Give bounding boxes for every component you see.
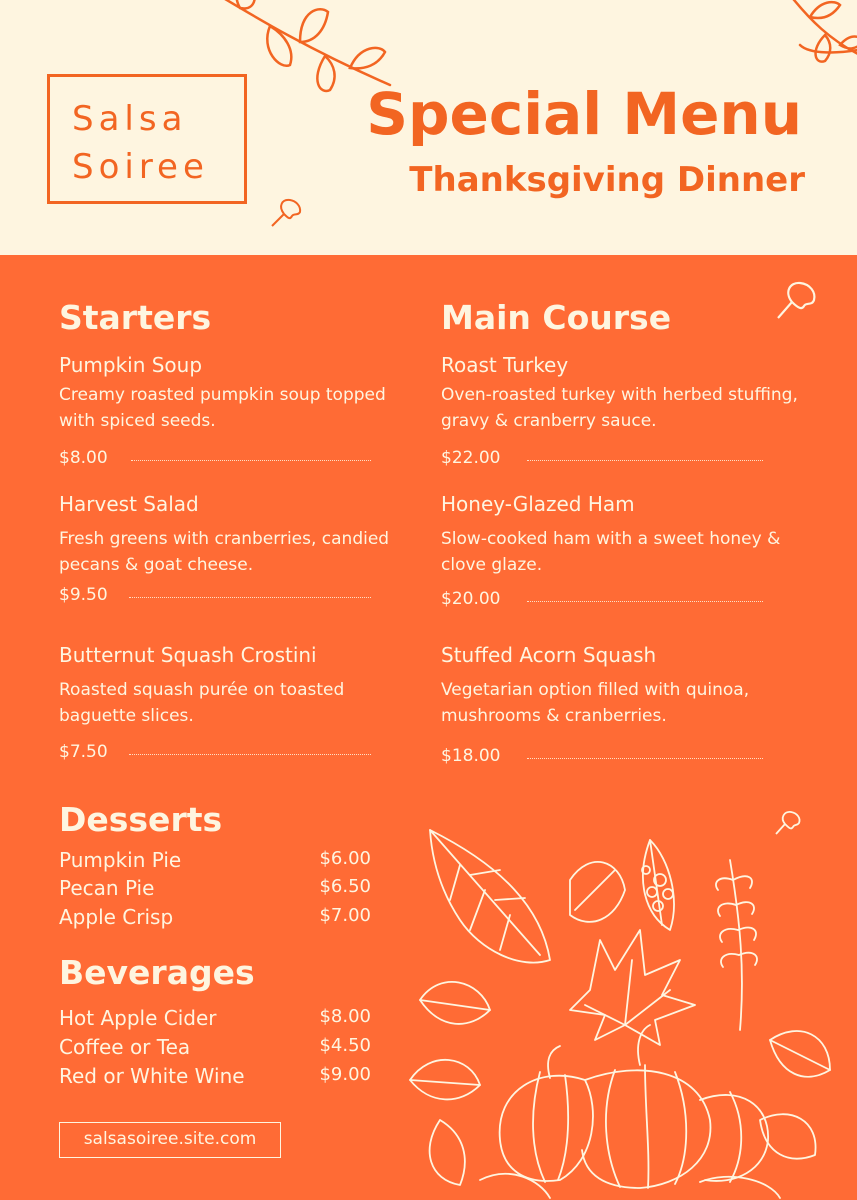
menu-item-price: $7.50 <box>59 742 108 762</box>
page-subtitle: Thanksgiving Dinner <box>409 160 805 200</box>
list-item-name: Hot Apple Cider <box>59 1006 217 1030</box>
desserts-title: Desserts <box>59 800 223 839</box>
menu-item-name: Roast Turkey <box>441 353 569 377</box>
list-item <box>59 1006 371 1032</box>
menu-item-name: Pumpkin Soup <box>59 353 203 377</box>
list-item-name: Red or White Wine <box>59 1064 245 1088</box>
list-item <box>59 1035 371 1061</box>
list-item-name: Pumpkin Pie <box>59 848 182 872</box>
list-item-price: $9.00 <box>319 1064 371 1085</box>
list-item-name: Coffee or Tea <box>59 1035 191 1059</box>
starters-title: Starters <box>59 298 212 337</box>
list-item-price: $6.50 <box>319 876 371 897</box>
menu-item-price: $8.00 <box>59 448 108 468</box>
menu-item-price: $20.00 <box>441 589 501 609</box>
menu-item-name: Stuffed Acorn Squash <box>441 643 657 667</box>
website-link[interactable]: salsasoiree.site.com <box>59 1122 281 1158</box>
menu-item-price-row <box>441 746 763 766</box>
menu-item-name: Butternut Squash Crostini <box>59 643 317 667</box>
main-course-title: Main Course <box>441 298 672 337</box>
menu-item-price-row <box>59 448 371 468</box>
menu-item-description: Slow-cooked ham with a sweet honey & clove glaze. <box>441 529 781 575</box>
dotted-leader <box>527 758 763 759</box>
menu-item-name: Honey-Glazed Ham <box>441 492 635 516</box>
page-title: Special Menu <box>366 80 802 148</box>
list-item-price: $4.50 <box>319 1035 371 1056</box>
dotted-leader <box>129 597 371 598</box>
menu-item-price-row <box>441 589 763 609</box>
brand-line-2: Soiree <box>72 147 209 187</box>
list-item-price: $7.00 <box>319 905 371 926</box>
list-item-name: Pecan Pie <box>59 876 155 900</box>
dotted-leader <box>131 460 371 461</box>
brand-line-1: Salsa <box>72 99 188 139</box>
menu-item-description: Vegetarian option filled with quinoa, mushrooms & cranberries. <box>441 680 750 726</box>
list-item <box>59 905 371 931</box>
ginkgo-leaf-icon <box>772 278 820 324</box>
menu-item-description: Creamy roasted pumpkin soup topped with spiced seeds. <box>59 385 386 431</box>
dotted-leader <box>527 601 763 602</box>
menu-item-price-row <box>59 585 371 605</box>
menu-item-description: Fresh greens with cranberries, candied pecans & goat cheese. <box>59 529 390 575</box>
menu-item-price: $18.00 <box>441 746 501 766</box>
list-item-price: $8.00 <box>319 1006 371 1027</box>
menu-item-price-row <box>441 448 763 468</box>
leaf-branch-icon <box>770 0 857 85</box>
menu-item-price-row <box>59 742 371 762</box>
menu-item-name: Harvest Salad <box>59 492 199 516</box>
menu-item-description: Roasted squash purée on toasted baguette slices. <box>59 680 345 726</box>
list-item <box>59 1064 371 1090</box>
menu-item-price: $9.50 <box>59 585 108 605</box>
list-item <box>59 876 371 902</box>
dotted-leader <box>527 460 763 461</box>
list-item-name: Apple Crisp <box>59 905 174 929</box>
menu-item-price: $22.00 <box>441 448 501 468</box>
autumn-pumpkin-bouquet-illustration <box>400 820 840 1200</box>
list-item-price: $6.00 <box>319 848 371 869</box>
menu-item-description: Oven-roasted turkey with herbed stuffing, gravy & cranberry sauce. <box>441 385 798 431</box>
list-item <box>59 848 371 874</box>
dotted-leader <box>129 754 371 755</box>
ginkgo-leaf-icon <box>268 196 304 230</box>
beverages-title: Beverages <box>59 953 255 992</box>
brand-logo-box <box>47 74 247 204</box>
header-band <box>0 0 857 255</box>
